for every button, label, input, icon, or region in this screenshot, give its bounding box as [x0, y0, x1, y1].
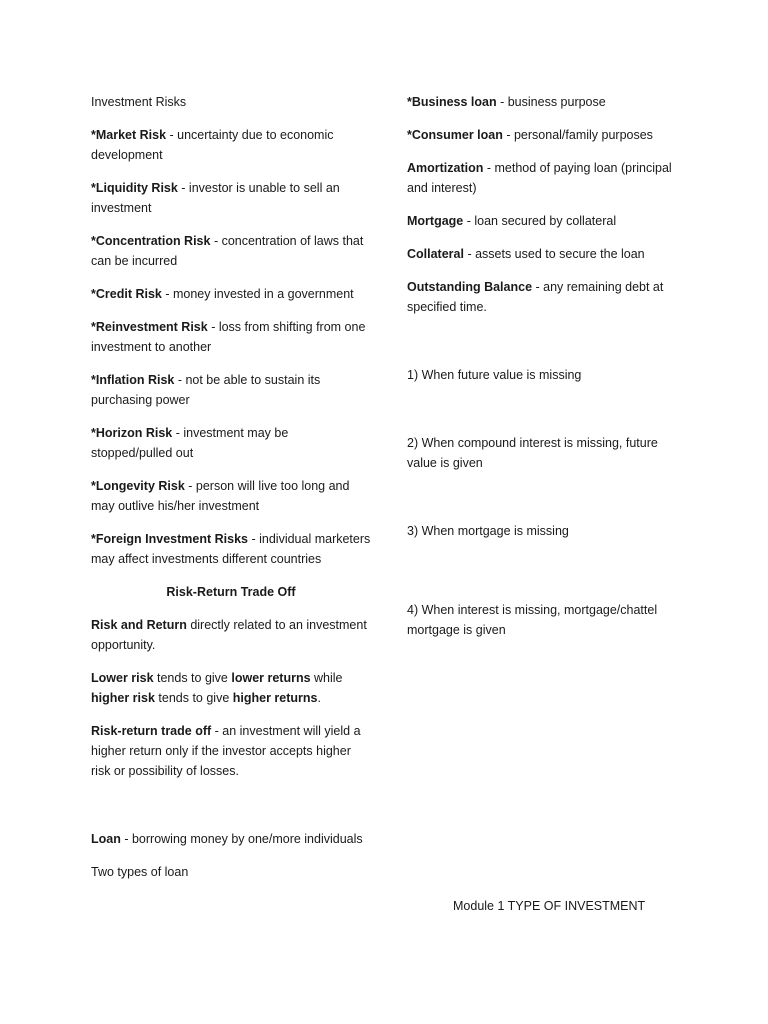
- risk-item-credit: [91, 284, 371, 304]
- loan-definition-text: - loan secured by collateral: [463, 214, 617, 228]
- loan-term: Amortization: [407, 161, 484, 175]
- tradeoff-text: - an investment will yield a higher return only if the investor accepts higher risk or possibility of losses.: [91, 724, 361, 778]
- loan-term: Mortgage: [407, 214, 464, 228]
- loan-item-business: [407, 92, 687, 112]
- loan-item-amortization: [407, 158, 687, 198]
- loan-text: - borrowing money by one/more individuals: [120, 832, 363, 846]
- risk-term: *Horizon Risk: [91, 426, 173, 440]
- loan-definition-text: - assets used to secure the loan: [463, 247, 645, 261]
- tradeoff-paragraph-1: [91, 615, 371, 655]
- tradeoff-text: while: [310, 671, 343, 685]
- tradeoff-paragraph-2: [91, 668, 371, 708]
- loan-definition-text: - any remaining debt at specified time.: [407, 280, 664, 314]
- risk-term: *Credit Risk: [91, 287, 162, 301]
- risk-item-market: [91, 125, 371, 165]
- risk-item-horizon: [91, 423, 371, 463]
- spacer: [407, 330, 687, 365]
- risk-term: *Market Risk: [91, 128, 167, 142]
- risk-definition: - investment may be stopped/pulled out: [91, 426, 289, 460]
- spacer: [407, 554, 687, 600]
- tradeoff-text: tends to give: [154, 691, 233, 705]
- tradeoff-term: Lower risk: [91, 671, 154, 685]
- risk-term: *Concentration Risk: [91, 234, 211, 248]
- risk-definition: - individual marketers may affect investments different countries: [91, 532, 371, 566]
- risk-definition: - person will live too long and may outlive his/her investment: [91, 479, 350, 513]
- risk-term: *Reinvestment Risk: [91, 320, 208, 334]
- tradeoff-text: tends to give: [153, 671, 232, 685]
- risk-term: *Inflation Risk: [91, 373, 175, 387]
- tradeoff-text: .: [317, 691, 321, 705]
- loan-definition-text: - method of paying loan (principal and interest): [407, 161, 672, 195]
- tradeoff-text: directly related to an investment opportunity.: [91, 618, 367, 652]
- risk-definition: - concentration of laws that can be incurred: [91, 234, 364, 268]
- risk-term: *Foreign Investment Risks: [91, 532, 248, 546]
- risk-definition: - investor is unable to sell an investment: [91, 181, 340, 215]
- case-3: 3) When mortgage is missing: [407, 524, 569, 538]
- right-column: [407, 92, 687, 653]
- loan-term: Outstanding Balance: [407, 280, 533, 294]
- loan-definition-text: - business purpose: [496, 95, 606, 109]
- tradeoff-term: Risk-return trade off: [91, 724, 212, 738]
- module-title: Module 1 TYPE OF INVESTMENT: [453, 899, 646, 913]
- risk-term: *Longevity Risk: [91, 479, 185, 493]
- tradeoff-term: higher risk: [91, 691, 155, 705]
- spacer: [407, 486, 687, 521]
- risk-item-concentration: [91, 231, 371, 271]
- risk-definition: - money invested in a government: [161, 287, 354, 301]
- tradeoff-title: Risk-Return Trade Off: [166, 585, 296, 599]
- risk-item-foreign: [91, 529, 371, 569]
- risk-item-inflation: [91, 370, 371, 410]
- left-column: [91, 92, 371, 895]
- loan-term: *Business loan: [407, 95, 497, 109]
- case-2: 2) When compound interest is missing, future value is given: [407, 436, 658, 470]
- spacer: [407, 398, 687, 433]
- risk-item-liquidity: [91, 178, 371, 218]
- loan-item-mortgage: [407, 211, 687, 231]
- spacer: [91, 794, 371, 829]
- loan-term: Loan: [91, 832, 121, 846]
- risk-term: *Liquidity Risk: [91, 181, 178, 195]
- tradeoff-term: lower returns: [231, 671, 311, 685]
- risk-item-reinvestment: [91, 317, 371, 357]
- loan-term: *Consumer loan: [407, 128, 503, 142]
- risk-item-longevity: [91, 476, 371, 516]
- tradeoff-term: higher returns: [232, 691, 318, 705]
- case-4: 4) When interest is missing, mortgage/chattel mortgage is given: [407, 603, 658, 637]
- loan-term: Collateral: [407, 247, 464, 261]
- loan-item-collateral: [407, 244, 687, 264]
- loan-definition-text: - personal/family purposes: [502, 128, 653, 142]
- case-1: 1) When future value is missing: [407, 368, 582, 382]
- two-types-of-loan: Two types of loan: [91, 865, 189, 879]
- tradeoff-term: Risk and Return: [91, 618, 187, 632]
- loan-item-consumer: [407, 125, 687, 145]
- risk-definition: - not be able to sustain its purchasing power: [91, 373, 321, 407]
- risk-definition: - uncertainty due to economic development: [91, 128, 334, 162]
- risk-definition: - loss from shifting from one investment to another: [91, 320, 366, 354]
- investment-risks-heading: Investment Risks: [91, 95, 187, 109]
- loan-item-outstanding-balance: [407, 277, 687, 317]
- loan-definition: [91, 829, 371, 849]
- tradeoff-paragraph-3: [91, 721, 371, 781]
